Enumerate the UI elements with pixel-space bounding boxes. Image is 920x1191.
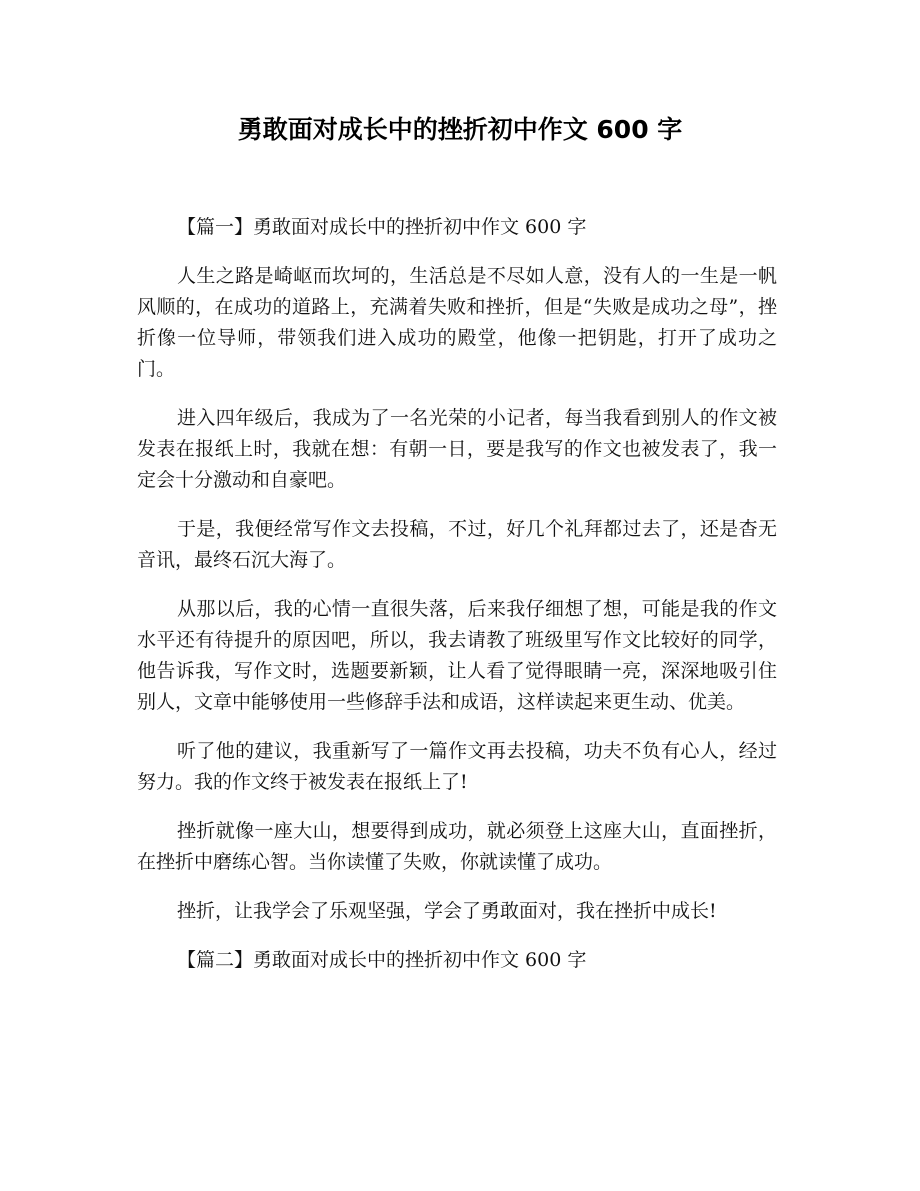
section-heading-1: 【篇一】勇敢面对成长中的挫折初中作文 600 字 <box>177 216 587 238</box>
paragraph: 于是，我便经常写作文去投稿，不过，好几个礼拜都过去了，还是杳无音讯，最终石沉大海了。 <box>137 518 777 571</box>
paragraph: 挫折就像一座大山，想要得到成功，就必须登上这座大山，直面挫折，在挫折中磨练心智。当你读懂了失败，你就读懂了成功。 <box>137 820 777 873</box>
paragraph: 进入四年级后，我成为了一名光荣的小记者，每当我看到别人的作文被发表在报纸上时，我就在想：有朝一日，要是我写的作文也被发表了，我一定会十分激动和自豪吧。 <box>137 407 777 491</box>
paragraph: 人生之路是崎岖而坎坷的，生活总是不尽如人意，没有人的一生是一帆风顺的，在成功的道路上，充满着失败和挫折，但是“失败是成功之母”，挫折像一位导师，带领我们进入成功的殿堂，他像一把钥匙，打开了成功之门。 <box>137 265 777 380</box>
paragraph: 挫折，让我学会了乐观坚强，学会了勇敢面对，我在挫折中成长! <box>177 900 717 922</box>
section-heading-2: 【篇二】勇敢面对成长中的挫折初中作文 600 字 <box>177 949 587 971</box>
document-title: 勇敢面对成长中的挫折初中作文 600 字 <box>237 115 683 144</box>
document-body <box>137 212 777 994</box>
paragraph: 从那以后，我的心情一直很失落，后来我仔细想了想，可能是我的作文水平还有待提升的原因吧，所以，我去请教了班级里写作文比较好的同学，他告诉我，写作文时，选题要新颖，让人看了觉得眼睛一亮，深深地吸引住别人，文章中能够使用一些修辞手法和成语，这样读起来更生动、优美。 <box>137 598 777 713</box>
paragraph: 听了他的建议，我重新写了一篇作文再去投稿，功夫不负有心人，经过努力。我的作文终于被发表在报纸上了! <box>137 740 777 793</box>
